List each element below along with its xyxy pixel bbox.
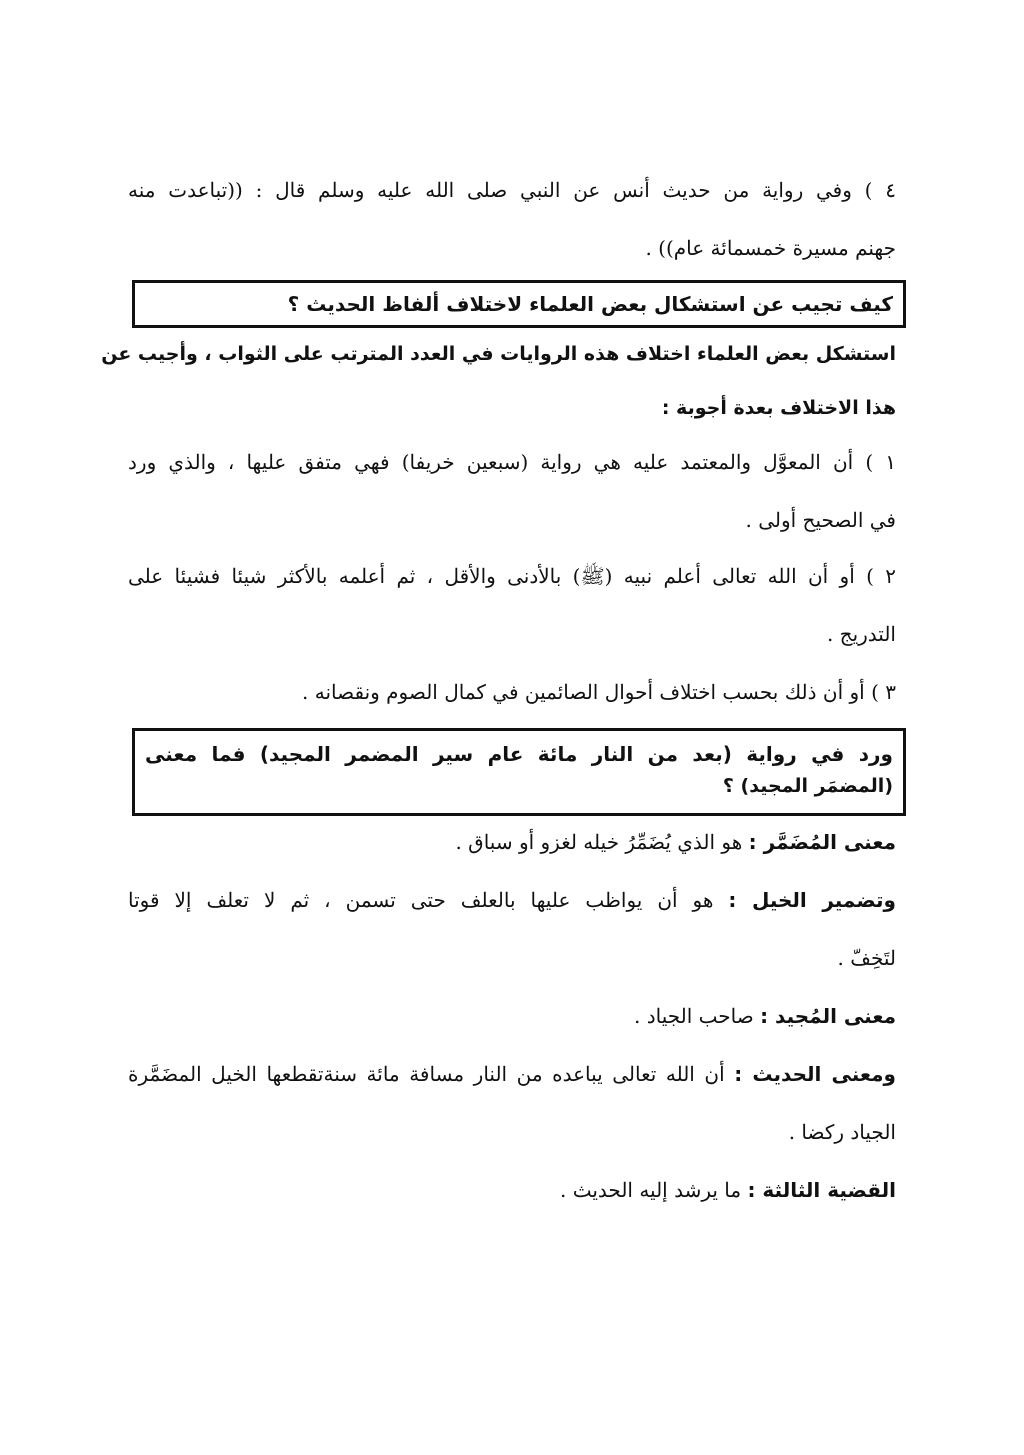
text-line: ٢ ) أو أن الله تعالى أعلم نبيه (ﷺ) بالأدنى والأقل ، ثم أعلمه بالأكثر شيئا فشيئا على: [128, 564, 896, 588]
definition-text: ما يرشد إليه الحديث .: [559, 1178, 748, 1202]
question-text: ورد في رواية (بعد من النار مائة عام سير المضمر المجيد) فما معنى: [145, 742, 893, 766]
question-box-2: [132, 728, 906, 816]
answer-1: [128, 448, 896, 534]
definition-tadmir: [128, 886, 896, 972]
definition-mudammar: [128, 828, 896, 856]
text-line: في الصحيح أولى .: [745, 508, 896, 532]
answer-3: [128, 678, 896, 706]
definition-hadith-meaning: [128, 1060, 896, 1146]
definition-term: ومعنى الحديث :: [734, 1062, 896, 1086]
definition-term: القضية الثالثة :: [747, 1178, 896, 1202]
text-line: جهنم مسيرة خمسمائة عام)) .: [645, 236, 896, 260]
question-box-1: [132, 280, 906, 328]
definition-term: معنى المُضَمَّر :: [748, 830, 896, 854]
text-line: الجياد ركضا .: [788, 1120, 896, 1144]
definition-text: صاحب الجياد .: [633, 1004, 761, 1028]
definition-term: معنى المُجيد :: [760, 1004, 896, 1028]
question-text: كيف تجيب عن استشكال بعض العلماء لاختلاف ألفاظ الحديث ؟: [287, 292, 893, 316]
definition-text: هو أن يواظب عليها بالعلف حتى تسمن ، ثم لا تعلف إلا قوتا: [128, 888, 729, 912]
text-line: [128, 1002, 896, 1030]
definition-term: وتضمير الخيل :: [728, 888, 896, 912]
text-line: ٤ ) وفي رواية من حديث أنس عن النبي صلى الله عليه وسلم قال : ((تباعدت منه: [128, 178, 896, 202]
text-line: ١ ) أن المعوَّل والمعتمد عليه هي رواية (سبعين خريفا) فهي متفق عليها ، والذي ورد: [128, 450, 896, 474]
text-line: [128, 828, 896, 856]
definition-text: هو الذي يُضَمِّرُ خيله لغزو أو سباق .: [455, 830, 749, 854]
answer-2: [128, 562, 896, 648]
text-line: استشكل بعض العلماء اختلاف هذه الروايات في العدد المترتب على الثواب ، وأجيب عن: [101, 343, 896, 365]
paragraph-answer-intro: [101, 340, 896, 422]
text-line: [128, 1176, 896, 1204]
text-line: ٣ ) أو أن ذلك بحسب اختلاف أحوال الصائمين في كمال الصوم ونقصانه .: [302, 680, 896, 704]
definition-text: أن الله تعالى يباعده من النار مسافة مائة سنةتقطعها الخيل المضَمَّرة: [128, 1062, 735, 1086]
paragraph-anas-narration: [128, 176, 896, 262]
text-line: [128, 1060, 896, 1088]
text-line: [128, 886, 896, 914]
definition-mujid: [128, 1002, 896, 1030]
question-text: (المضمَر المجيد) ؟: [722, 775, 893, 797]
text-line: التدريج .: [826, 622, 896, 646]
third-issue: [128, 1176, 896, 1204]
text-line: لتَخِفّ .: [837, 946, 896, 970]
text-line: هذا الاختلاف بعدة أجوبة :: [661, 397, 896, 419]
